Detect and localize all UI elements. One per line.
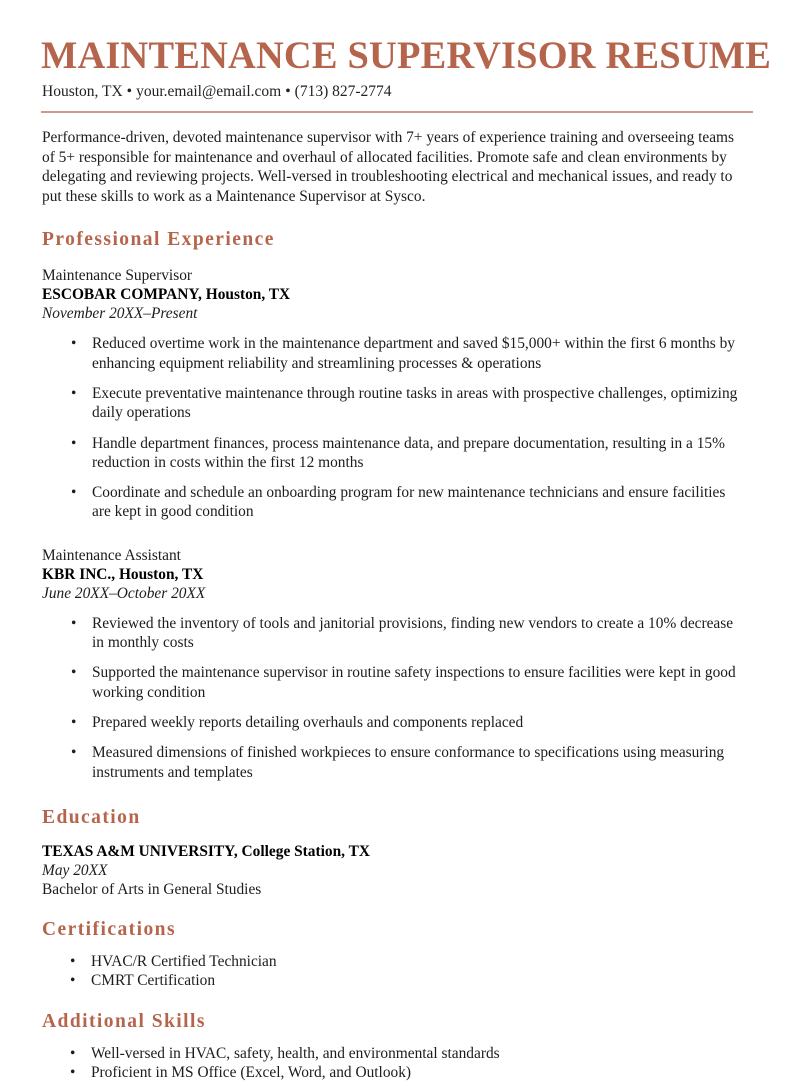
resume-header bbox=[41, 34, 772, 113]
education-entry bbox=[42, 842, 745, 899]
contact-phone[interactable]: (713) 827-2774 bbox=[294, 83, 392, 100]
bullet-text: Proficient in MS Office (Excel, Word, and Outlook) bbox=[91, 1064, 412, 1082]
bullet-text: CMRT Certification bbox=[91, 972, 216, 990]
list-item bbox=[41, 952, 745, 971]
job-title: Maintenance Supervisor bbox=[42, 267, 193, 285]
list-item bbox=[41, 1063, 745, 1082]
bullet-text: Handle department finances, process maintenance data, and prepare documentation, resulting in a 15% reduction in costs within the first 12 months bbox=[92, 434, 725, 471]
education-degree: Bachelor of Arts in General Studies bbox=[42, 880, 262, 898]
bullet-icon: • bbox=[71, 484, 77, 502]
bullet-icon: • bbox=[70, 1044, 76, 1062]
bullet-text: HVAC/R Certified Technician bbox=[91, 953, 277, 971]
bullet-text: Coordinate and schedule an onboarding program for new maintenance technicians and ensure facilities are kept in good condition bbox=[92, 484, 726, 521]
bullet-text: Execute preventative maintenance through routine tasks in areas with prospective challenges, optimizing daily operations bbox=[92, 384, 738, 422]
section-professional-experience bbox=[41, 228, 745, 781]
bullet-text: Reviewed the inventory of tools and janitorial provisions, finding new vendors to create a 10% decrease in monthly costs bbox=[92, 614, 734, 652]
bullet-icon: • bbox=[70, 1064, 76, 1082]
list-item bbox=[41, 971, 745, 990]
summary-paragraph: Performance-driven, devoted maintenance supervisor with 7+ years of experience training and overseeing teams of 5+ responsible for maintenance and overhaul of allocated facilities. Promote safe and clean environments by delegating and reviewing projects. Well-versed in troubleshooting electrical and mechanical issues, and ready to put these skills to work as a Maintenance Supervisor at Sysco. bbox=[42, 129, 735, 205]
bullet-icon: • bbox=[71, 713, 77, 731]
job-company: KBR INC., Houston, TX bbox=[42, 565, 204, 583]
section-additional-skills bbox=[41, 1010, 745, 1082]
job-bullet-list bbox=[42, 334, 745, 521]
job-entry bbox=[42, 266, 745, 521]
list-item bbox=[42, 743, 745, 782]
job-dates: November 20XX–Present bbox=[42, 305, 198, 323]
bullet-icon: • bbox=[71, 384, 77, 402]
section-heading-certifications: Certifications bbox=[42, 919, 177, 941]
certifications-list bbox=[41, 952, 745, 991]
education-school: TEXAS A&M UNIVERSITY, College Station, TX bbox=[42, 842, 370, 860]
contact-email[interactable]: your.email@email.com bbox=[136, 83, 282, 100]
bullet-icon: • bbox=[70, 972, 76, 990]
bullet-icon: • bbox=[71, 335, 77, 353]
list-item bbox=[42, 384, 745, 423]
bullet-icon: • bbox=[70, 953, 76, 971]
contact-separator-1: • bbox=[126, 83, 133, 100]
contact-separator-2: • bbox=[285, 83, 291, 100]
job-bullet-list bbox=[42, 614, 745, 782]
section-certifications bbox=[41, 918, 745, 991]
list-item bbox=[42, 614, 745, 653]
section-heading-additional-skills: Additional Skills bbox=[42, 1010, 206, 1032]
list-item bbox=[42, 713, 745, 732]
bullet-icon: • bbox=[71, 744, 77, 762]
section-education bbox=[41, 806, 745, 899]
job-entry bbox=[42, 546, 745, 782]
page-title: MAINTENANCE SUPERVISOR RESUME bbox=[41, 34, 772, 77]
header-divider bbox=[41, 111, 753, 113]
list-item bbox=[41, 1044, 745, 1063]
job-company: ESCOBAR COMPANY, Houston, TX bbox=[42, 286, 291, 304]
list-item bbox=[42, 663, 745, 702]
bullet-text: Supported the maintenance supervisor in routine safety inspections to ensure facilities were kept in good working condition bbox=[92, 664, 736, 701]
list-item bbox=[42, 483, 745, 522]
bullet-text: Well-versed in HVAC, safety, health, and environmental standards bbox=[91, 1044, 500, 1062]
bullet-icon: • bbox=[71, 614, 77, 632]
education-date: May 20XX bbox=[42, 861, 108, 879]
list-item bbox=[42, 334, 745, 373]
list-item bbox=[42, 434, 745, 473]
section-heading-experience: Professional Experience bbox=[42, 229, 275, 251]
job-title: Maintenance Assistant bbox=[42, 546, 181, 564]
skills-list bbox=[41, 1044, 745, 1082]
bullet-text: Reduced overtime work in the maintenance department and saved $15,000+ within the first 6 months by enhancing equipment reliability and streamlining processes & operations bbox=[92, 335, 735, 372]
contact-line bbox=[42, 81, 745, 102]
bullet-text: Measured dimensions of finished workpieces to ensure conformance to specifications using measuring instruments and templates bbox=[92, 744, 725, 781]
job-dates: June 20XX–October 20XX bbox=[42, 584, 206, 602]
contact-location: Houston, TX bbox=[42, 83, 123, 100]
bullet-icon: • bbox=[71, 664, 77, 682]
bullet-text: Prepared weekly reports detailing overhauls and components replaced bbox=[92, 713, 524, 731]
section-heading-education: Education bbox=[42, 806, 141, 828]
bullet-icon: • bbox=[71, 434, 77, 452]
